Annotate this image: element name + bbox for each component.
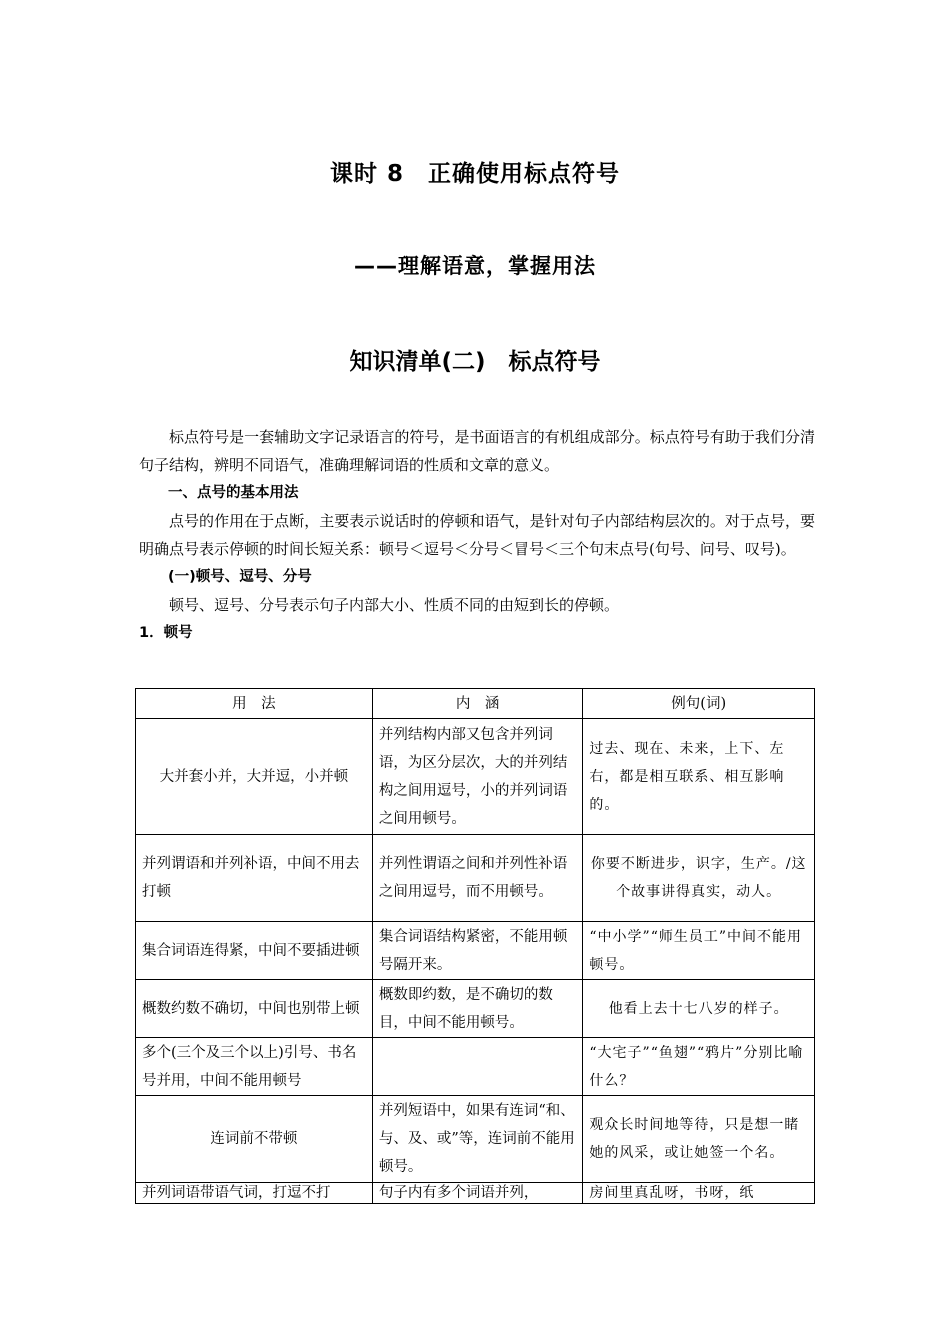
usage-cell: 并列词语带语气词，打逗不打	[136, 1183, 373, 1204]
header-usage: 用 法	[136, 689, 373, 719]
example-cell: 观众长时间地等待，只是想一睹她的风采，或让她签一个名。	[583, 1096, 815, 1183]
example-cell: “大宅子”“鱼翅”“鸦片”分别比喻什么？	[583, 1038, 815, 1096]
example-cell: 他看上去十七八岁的样子。	[583, 980, 815, 1038]
lesson-title: 课时 8 正确使用标点符号	[329, 161, 620, 187]
meaning-cell: 概数即约数，是不确切的数目，中间不能用顿号。	[372, 980, 583, 1038]
usage-cell: 集合词语连得紧，中间不要插进顿	[136, 922, 373, 980]
heading-point-usage: 一、点号的基本用法	[168, 485, 299, 501]
example-cell: “中小学”“师生员工”中间不能用顿号。	[583, 922, 815, 980]
example-cell: 房间里真乱呀，书呀，纸	[583, 1183, 815, 1204]
usage-cell: 连词前不带顿	[136, 1096, 373, 1183]
table-row	[136, 1038, 815, 1096]
table-row	[136, 1096, 815, 1183]
meaning-cell: 并列结构内部又包含并列词语，为区分层次，大的并列结构之间用逗号，小的并列词语之间用顿号。	[372, 719, 583, 835]
meaning-cell: 并列性谓语之间和并列性补语之间用逗号，而不用顿号。	[372, 835, 583, 922]
lesson-subtitle: ——理解语意，掌握用法	[354, 254, 596, 278]
usage-cell: 大并套小并，大并逗，小并顿	[136, 719, 373, 835]
meaning-cell: 句子内有多个词语并列，	[372, 1183, 583, 1204]
table-row	[136, 980, 815, 1038]
header-meaning: 内 涵	[372, 689, 583, 719]
meaning-cell	[372, 1038, 583, 1096]
usage-cell: 并列谓语和并列补语，中间不用去打顿	[136, 835, 373, 922]
example-cell: 你要不断进步，识字，生产。/这个故事讲得真实，动人。	[583, 835, 815, 922]
table-header-row	[136, 689, 815, 719]
dunhao-usage-table	[135, 688, 815, 1204]
comma-types-paragraph: 顿号、逗号、分号表示句子内部大小、性质不同的由短到长的停顿。	[169, 596, 620, 614]
intro-paragraph: 标点符号是一套辅助文字记录语言的符号，是书面语言的有机组成部分。标点符号有助于我们分清句子结构，辨明不同语气，准确理解词语的性质和文章的意义。	[139, 428, 815, 474]
meaning-cell: 并列短语中，如果有连词“和、与、及、或”等，连词前不能用顿号。	[372, 1096, 583, 1183]
table-row	[136, 835, 815, 922]
heading-comma-types: (一)顿号、逗号、分号	[168, 569, 312, 585]
usage-cell: 多个(三个及三个以上)引号、书名号并用，中间不能用顿号	[136, 1038, 373, 1096]
meaning-cell: 集合词语结构紧密，不能用顿号隔开来。	[372, 922, 583, 980]
body-content	[139, 423, 815, 647]
header-example: 例句(词)	[583, 689, 815, 719]
usage-cell: 概数约数不确切，中间也别带上顿	[136, 980, 373, 1038]
heading-dunhao: 1．顿号	[139, 625, 193, 641]
section-title: 知识清单(二) 标点符号	[349, 349, 601, 375]
example-cell: 过去、现在、未来，上下、左右，都是相互联系、相互影响的。	[583, 719, 815, 835]
table-row	[136, 922, 815, 980]
point-usage-paragraph: 点号的作用在于点断，主要表示说话时的停顿和语气，是针对句子内部结构层次的。对于点号，要明确点号表示停顿的时间长短关系：顿号＜逗号＜分号＜冒号＜三个句末点号(句号、问号、叹号)。	[139, 512, 815, 558]
table-row	[136, 1183, 815, 1204]
table-row	[136, 719, 815, 835]
